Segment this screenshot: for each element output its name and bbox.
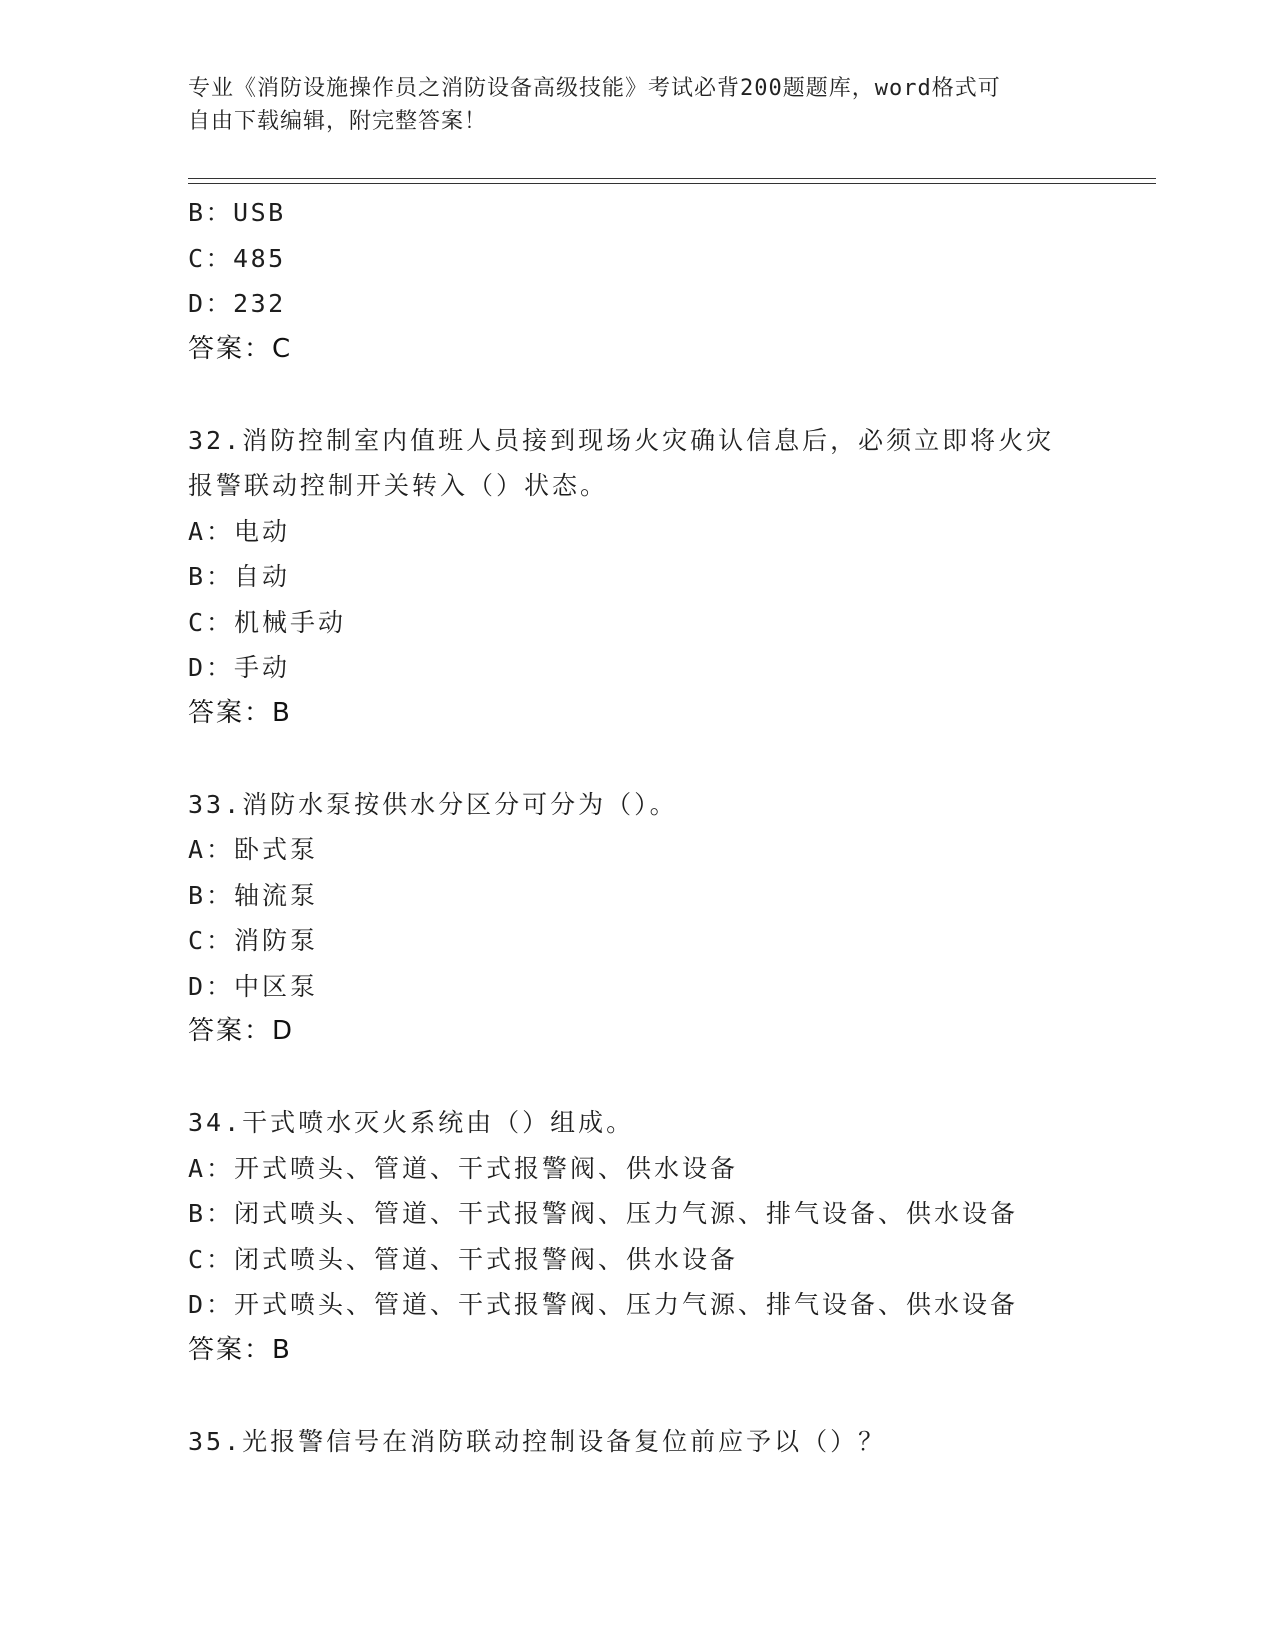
option-b: B：USB [188, 198, 286, 227]
question-32 [188, 418, 1168, 737]
header-line-2: 自由下载编辑，附完整答案！ [188, 109, 488, 134]
spacer [188, 1373, 1168, 1419]
question-34 [188, 1100, 1168, 1373]
option-a: A：电动 [188, 516, 291, 546]
option-c: C：消防泵 [188, 926, 319, 955]
option-b: B：闭式喷头、管道、干式报警阀、压力气源、排气设备、供水设备 [188, 1199, 1019, 1228]
question-stem: 34.干式喷水灭火系统由（）组成。 [188, 1108, 635, 1137]
header-rule-top [188, 178, 1156, 179]
option-c: C：485 [188, 243, 286, 273]
answer-line: 答案：D [188, 1016, 295, 1046]
option-d: D：中区泵 [188, 971, 319, 1001]
page-header [188, 72, 1068, 138]
question-35 [188, 1419, 1168, 1465]
answer-line: 答案：B [188, 1334, 292, 1365]
option-d: D：开式喷头、管道、干式报警阀、压力气源、排气设备、供水设备 [188, 1290, 1019, 1319]
question-stem: 32.消防控制室内值班人员接到现场火灾确认信息后，必须立即将火灾 [188, 425, 1055, 455]
option-a: A：卧式泵 [188, 835, 319, 864]
question-stem-continued: 报警联动控制开关转入（）状态。 [188, 471, 609, 500]
spacer [188, 1055, 1168, 1101]
option-a: A：开式喷头、管道、干式报警阀、供水设备 [188, 1153, 739, 1183]
answer-line: 答案：B [188, 697, 292, 728]
spacer [188, 736, 1168, 782]
header-line-1: 专业《消防设施操作员之消防设备高级技能》考试必背200题题库，word格式可 [188, 76, 1001, 101]
spacer [188, 372, 1168, 418]
option-c: C：闭式喷头、管道、干式报警阀、供水设备 [188, 1244, 739, 1274]
question-stem: 33.消防水泵按供水分区分可分为（）。 [188, 789, 678, 819]
question-list [188, 190, 1168, 1464]
option-b: B：自动 [188, 562, 291, 591]
question-33 [188, 782, 1168, 1055]
option-b: B：轴流泵 [188, 880, 319, 910]
option-d: D：手动 [188, 653, 291, 682]
option-c: C：机械手动 [188, 607, 347, 637]
option-d: D：232 [188, 289, 286, 318]
header-rule-bottom [188, 183, 1156, 184]
question-stem: 35.光报警信号在消防联动控制设备复位前应予以（）？ [188, 1426, 887, 1456]
question-31-tail [188, 190, 1168, 372]
answer-line: 答案：C [188, 333, 293, 364]
